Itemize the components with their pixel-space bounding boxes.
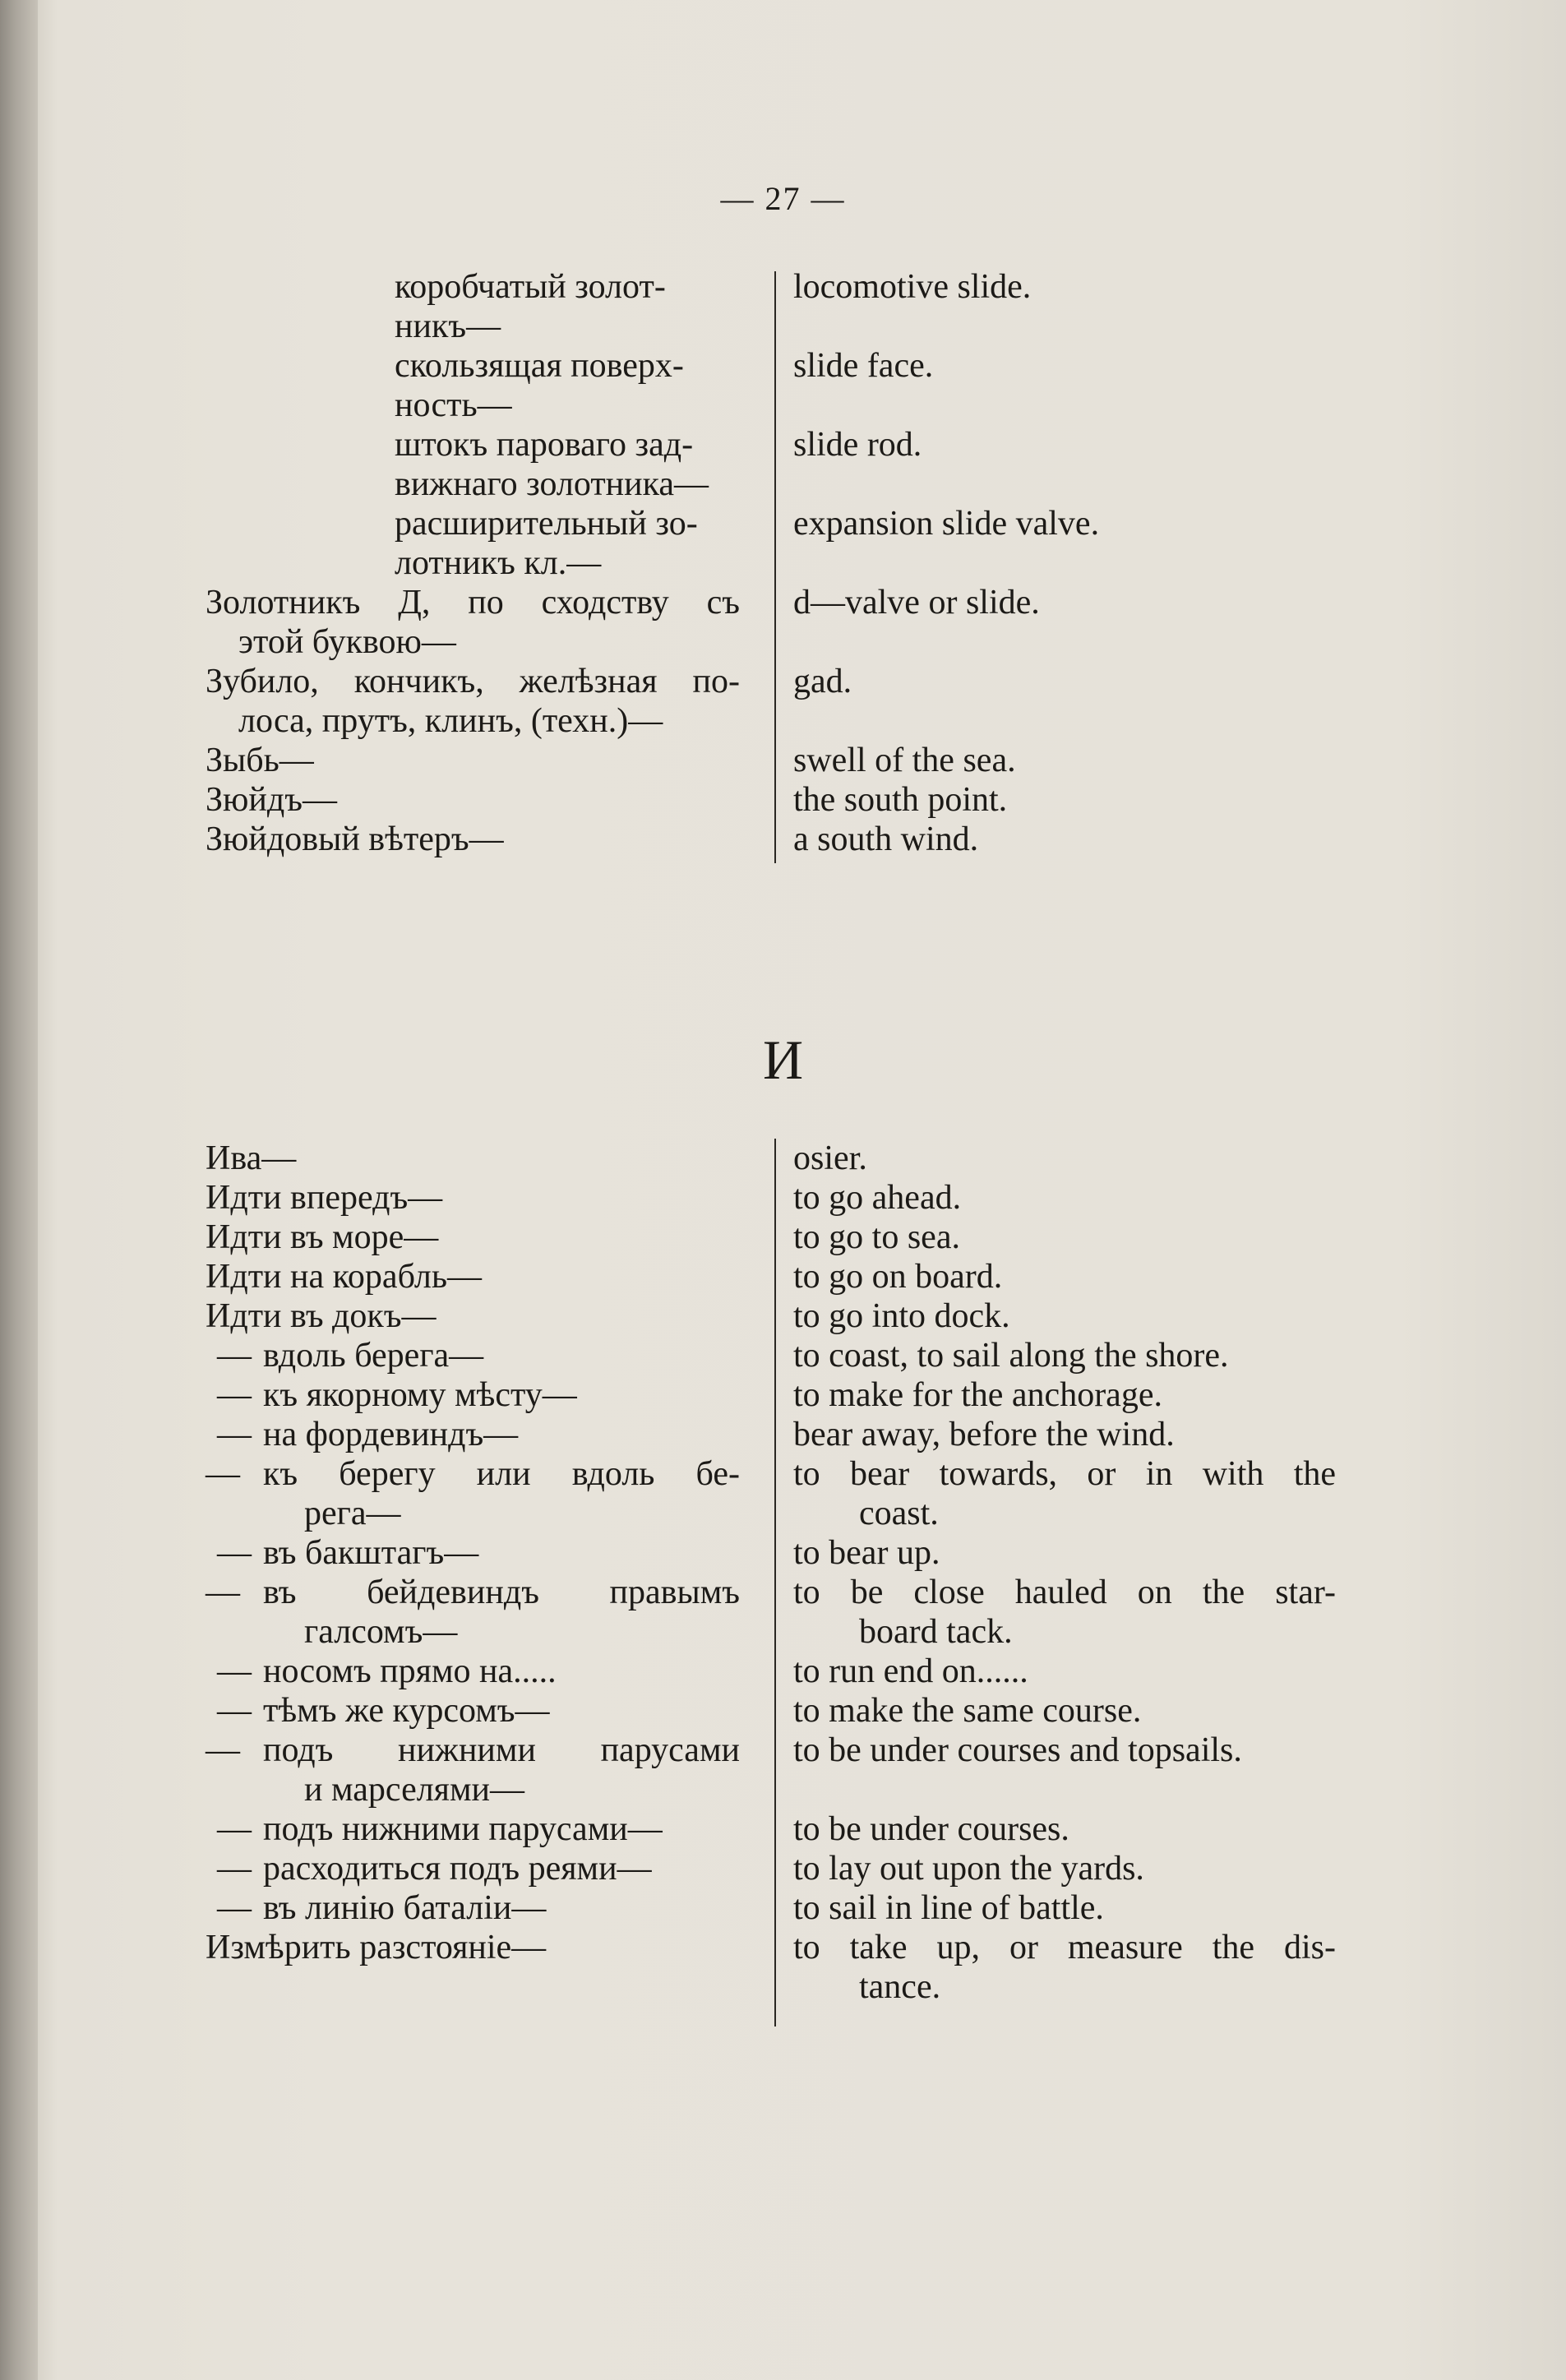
russian-term-text: въ линію баталіи— (263, 1889, 547, 1927)
english-translation-line: to be under courses and topsails. (793, 1731, 1242, 1769)
continuation-dash: — (217, 1850, 252, 1888)
russian-term-line (206, 464, 740, 504)
russian-term-line (206, 267, 666, 307)
entry-english-translation (793, 1533, 1336, 1573)
entry-english-translation (793, 1178, 1336, 1218)
russian-term-line (206, 741, 740, 780)
english-translation-line: to bear towards, or in with the (793, 1455, 1336, 1493)
english-translation-line: bear away, before the wind. (793, 1416, 1175, 1453)
english-translation-line: to coast, to sail along the shore. (793, 1337, 1229, 1375)
entry-russian-term (206, 1336, 740, 1375)
entry-russian-term (206, 1731, 740, 1809)
russian-term-text: штокъ пароваго зад- (395, 426, 694, 464)
english-translation-line: the south point. (793, 781, 1008, 819)
entry-english-translation (793, 583, 1336, 622)
entry-russian-term (206, 504, 740, 583)
russian-term-text: расходиться подъ реями— (263, 1850, 652, 1888)
entry-english-translation (793, 1888, 1336, 1928)
english-translation-line: to make for the anchorage. (793, 1376, 1162, 1414)
entry-english-translation (793, 425, 1336, 464)
russian-term-text: Измѣрить разстояніе— (206, 1929, 547, 1966)
russian-term-text: къ берегу или вдоль бе- (263, 1455, 740, 1493)
entry-russian-term (206, 1888, 740, 1928)
russian-term-text: Зюйдъ— (206, 781, 337, 819)
russian-term-text: въ бакштагъ— (263, 1534, 479, 1572)
russian-term-text: на фордевиндъ— (263, 1416, 519, 1453)
english-translation-line: to sail in line of battle. (793, 1889, 1104, 1927)
entry-russian-term (206, 1928, 740, 1967)
russian-term-line (206, 1336, 740, 1375)
russian-term-text: коробчатый золот- (395, 268, 666, 306)
english-translation-line: coast. (859, 1495, 939, 1532)
russian-term-text: этой буквою— (238, 623, 456, 661)
english-translation-line: swell of the sea. (793, 742, 1016, 779)
english-translation-line: a south wind. (793, 820, 979, 858)
russian-term-line (206, 1139, 740, 1178)
entry-russian-term (206, 1296, 740, 1336)
russian-term-line (206, 1691, 740, 1731)
russian-term-line (206, 780, 740, 820)
continuation-dash: — (217, 1889, 252, 1927)
russian-term-line (206, 1178, 740, 1218)
continuation-dash: — (206, 1455, 240, 1493)
russian-term-line (206, 583, 740, 622)
russian-term-text: лоса, прутъ, клинъ, (техн.)— (238, 702, 663, 740)
entry-russian-term (206, 1691, 740, 1731)
english-translation-line: slide face. (793, 347, 934, 385)
russian-term-line (206, 1809, 740, 1849)
entry-english-translation (793, 346, 1336, 386)
entry-russian-term (206, 1218, 740, 1257)
russian-term-text: рега— (304, 1495, 401, 1532)
russian-term-text: Идти впередъ— (206, 1179, 443, 1217)
english-translation-line: osier. (793, 1139, 867, 1177)
russian-term-line (206, 307, 740, 346)
entry-english-translation (793, 1375, 1336, 1415)
russian-term-text: никъ— (395, 307, 501, 345)
russian-term-line (206, 346, 684, 386)
entry-russian-term (206, 1178, 740, 1218)
english-translation-line: to go ahead. (793, 1179, 962, 1217)
english-translation-line: to go on board. (793, 1258, 1003, 1296)
russian-term-text: Идти въ море— (206, 1218, 439, 1256)
russian-term-text: къ якорному мѣсту— (263, 1376, 577, 1414)
entry-russian-term (206, 1573, 740, 1652)
russian-term-line (206, 1770, 740, 1809)
russian-term-line (206, 543, 740, 583)
russian-term-line (206, 1375, 740, 1415)
russian-term-text: Идти на корабль— (206, 1258, 482, 1296)
english-translation-line: to go into dock. (793, 1297, 1010, 1335)
entry-english-translation (793, 662, 1336, 701)
english-translation-line: slide rod. (793, 426, 922, 464)
english-translation-line: to lay out upon the yards. (793, 1850, 1144, 1888)
russian-term-text: вижнаго золотника— (395, 465, 709, 503)
entry-russian-term (206, 1849, 740, 1888)
russian-term-text: вдоль берега— (263, 1337, 484, 1375)
russian-term-line (206, 622, 740, 662)
entry-russian-term (206, 1652, 740, 1691)
entry-russian-term (206, 1375, 740, 1415)
continuation-dash: — (217, 1376, 252, 1414)
russian-term-line (206, 1415, 740, 1454)
continuation-dash: — (217, 1810, 252, 1848)
russian-term-text: Идти въ докъ— (206, 1297, 437, 1335)
entry-english-translation (793, 1691, 1336, 1731)
russian-term-text: подъ нижними парусами— (263, 1810, 663, 1848)
entry-english-translation (793, 1731, 1336, 1770)
russian-term-line (206, 504, 698, 543)
english-translation-line: to take up, or measure the dis- (793, 1929, 1336, 1966)
russian-term-text: Зюйдовый вѣтеръ— (206, 820, 504, 858)
page-number: — 27 — (720, 180, 846, 217)
entry-english-translation (793, 1454, 1336, 1533)
english-translation-line: board tack. (859, 1613, 1013, 1651)
russian-term-line (206, 386, 740, 425)
entry-english-translation (793, 1928, 1336, 2007)
entry-english-translation (793, 1415, 1336, 1454)
book-spine-shadow (0, 0, 38, 2380)
english-translation-line: gad. (793, 663, 852, 700)
entry-russian-term (206, 1139, 740, 1178)
entry-english-translation (793, 1336, 1336, 1375)
russian-term-text: галсомъ— (304, 1613, 458, 1651)
russian-term-line (206, 820, 740, 859)
entry-russian-term (206, 820, 740, 859)
russian-term-line (206, 1888, 740, 1928)
russian-term-line (206, 1533, 740, 1573)
russian-term-line (206, 701, 740, 741)
entry-english-translation (793, 1296, 1336, 1336)
russian-term-text: Зубило, кончикъ, желѣзная по- (206, 663, 740, 700)
russian-term-line (206, 1652, 740, 1691)
russian-term-text: подъ нижними парусами (263, 1731, 740, 1769)
russian-term-text: носомъ прямо на..... (263, 1652, 557, 1690)
entry-russian-term (206, 662, 740, 741)
continuation-dash: — (217, 1652, 252, 1690)
entry-russian-term (206, 780, 740, 820)
russian-term-line (206, 1218, 740, 1257)
continuation-dash: — (206, 1574, 240, 1611)
entry-english-translation (793, 1257, 1336, 1296)
entry-russian-term (206, 1809, 740, 1849)
russian-term-line (206, 662, 740, 701)
entry-english-translation (793, 1218, 1336, 1257)
russian-term-line (206, 1257, 740, 1296)
english-translation-line: to be under courses. (793, 1810, 1069, 1848)
entry-russian-term (206, 741, 740, 780)
english-translation-line: to bear up. (793, 1534, 940, 1572)
russian-term-text: скользящая поверх- (395, 347, 684, 385)
continuation-dash: — (217, 1416, 252, 1453)
russian-term-line (206, 1494, 740, 1533)
english-translation-line: to be close hauled on the star- (793, 1574, 1336, 1611)
russian-term-line (206, 425, 694, 464)
continuation-dash: — (217, 1534, 252, 1572)
russian-term-text: Зыбь— (206, 742, 314, 779)
section-letter-heading: И (762, 1028, 804, 1091)
russian-term-text: расширительный зо- (395, 505, 698, 543)
entry-russian-term (206, 267, 740, 346)
entry-english-translation (793, 504, 1336, 543)
russian-term-text: лотникъ кл.— (395, 544, 602, 582)
entry-russian-term (206, 583, 740, 662)
english-translation-line: tance. (859, 1968, 941, 2006)
english-translation-line: d—valve or slide. (793, 584, 1040, 622)
continuation-dash: — (217, 1692, 252, 1730)
russian-term-line (206, 1731, 740, 1770)
english-translation-line: locomotive slide. (793, 268, 1032, 306)
entry-english-translation (793, 1809, 1336, 1849)
english-translation-line: to go to sea. (793, 1218, 960, 1256)
russian-term-line (206, 1612, 740, 1652)
entry-english-translation (793, 820, 1336, 859)
entry-russian-term (206, 425, 740, 504)
russian-term-text: Ива— (206, 1139, 297, 1177)
entry-english-translation (793, 1652, 1336, 1691)
russian-term-line (206, 1573, 740, 1612)
russian-term-text: и марселями— (304, 1771, 525, 1809)
russian-term-line (206, 1296, 740, 1336)
russian-term-text: ность— (395, 386, 512, 424)
continuation-dash: — (217, 1337, 252, 1375)
english-translation-line: expansion slide valve. (793, 505, 1100, 543)
entry-english-translation (793, 1573, 1336, 1652)
russian-term-line (206, 1454, 740, 1494)
entry-english-translation (793, 741, 1336, 780)
entry-russian-term (206, 1454, 740, 1533)
russian-term-line (206, 1849, 740, 1888)
continuation-dash: — (206, 1731, 240, 1769)
entry-russian-term (206, 1257, 740, 1296)
column-divider-top (774, 271, 776, 863)
russian-term-text: въ бейдевиндъ правымъ (263, 1574, 740, 1611)
russian-term-text: тѣмъ же курсомъ— (263, 1692, 550, 1730)
entry-english-translation (793, 780, 1336, 820)
entry-english-translation (793, 1139, 1336, 1178)
english-translation-line: to make the same course. (793, 1692, 1142, 1730)
russian-term-text: Золотникъ Д, по сходству съ (206, 584, 740, 622)
english-translation-line: to run end on...... (793, 1652, 1028, 1690)
entry-russian-term (206, 1415, 740, 1454)
entry-english-translation (793, 267, 1336, 307)
russian-term-line (206, 1928, 740, 1967)
column-divider-bottom (774, 1139, 776, 2026)
entry-russian-term (206, 346, 740, 425)
entry-english-translation (793, 1849, 1336, 1888)
entry-russian-term (206, 1533, 740, 1573)
